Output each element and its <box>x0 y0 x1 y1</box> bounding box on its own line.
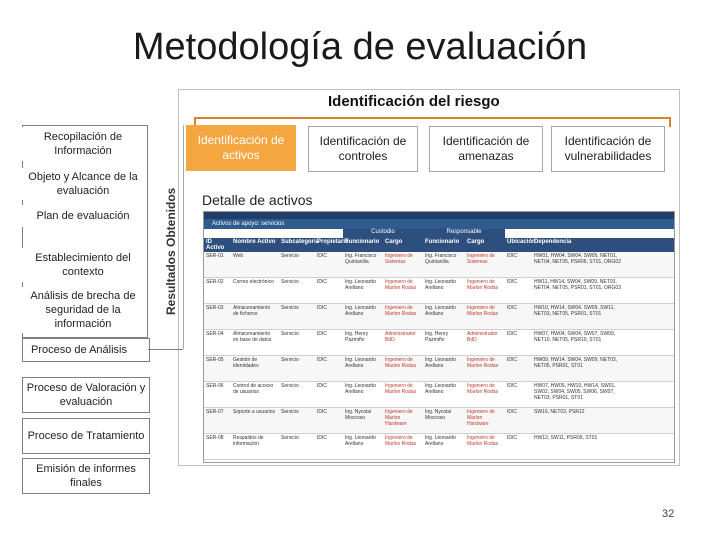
step-plan-evaluacion[interactable] <box>22 205 144 227</box>
table-cell: Servicio <box>281 305 299 311</box>
table-cell: Servicio <box>281 357 299 363</box>
table-cell: Servicio <box>281 409 299 415</box>
step-emision-informes[interactable] <box>22 458 150 494</box>
results-vertical-label: Resultados Obtenidos <box>164 187 178 315</box>
step-analisis-brecha[interactable] <box>22 287 144 333</box>
table-cell: Ing. Leonardo Arellano <box>425 357 456 369</box>
analysis-connector <box>148 349 183 350</box>
table-cell: IDIC <box>507 409 517 415</box>
step-label: Establecimiento del contexto <box>35 252 131 278</box>
table-cell: SW16, NET03, PSR12 <box>534 409 585 415</box>
table-cell: IDIC <box>317 279 327 285</box>
table-cell: IDIC <box>317 409 327 415</box>
table-cell: HW09, HW14, SW04, SW09, NET03, NET05, PSR01, ST01 <box>534 357 618 369</box>
table-row[interactable] <box>204 278 674 304</box>
group-responsable: Responsable <box>423 229 505 238</box>
table-cell: SER-06 <box>206 383 224 389</box>
table-top-bar <box>204 212 674 219</box>
step-label: Objeto y Alcance de la evaluación <box>28 171 138 197</box>
step-identificacion-vulnerabilidades[interactable] <box>551 126 665 172</box>
table-cell: Ingeniero de Marlon Rodas <box>467 383 499 395</box>
group-custodio: Custodio <box>343 229 423 238</box>
table-group-header <box>204 229 674 238</box>
table-cell: SER-03 <box>206 305 224 311</box>
table-cell: Ing. Henry Pazmiño <box>345 331 369 343</box>
table-cell: Almacenamiento de ficheros <box>233 305 271 317</box>
table-cell: Ing. Francisco Quintanilla <box>425 253 457 265</box>
table-cell: Servicio <box>281 435 299 441</box>
table-cell: Web <box>233 253 244 259</box>
step-label: Identificación de activos <box>197 133 285 162</box>
table-cell: Ing. Leonardo Arellano <box>345 383 376 395</box>
table-cell: SER-04 <box>206 331 224 337</box>
table-header-cell: Propietario <box>317 239 349 245</box>
step-label: Proceso de Tratamiento <box>27 430 145 442</box>
table-cell: IDIC <box>317 357 327 363</box>
table-cell: Servicio <box>281 383 299 389</box>
table-cell: Ingeniero de Marlon Rodas <box>467 305 499 317</box>
table-cell: Ing. Leonardo Arellano <box>345 279 376 291</box>
table-header-cell: Funcionario <box>425 239 460 245</box>
table-cell: Ingeniero de Sistemas <box>385 253 413 265</box>
table-cell: IDIC <box>507 357 517 363</box>
table-cell: IDIC <box>507 279 517 285</box>
table-cell: Servicio <box>281 279 299 285</box>
results-divider <box>183 125 184 349</box>
step-label: Recopilación de Información <box>43 131 123 157</box>
step-establecimiento-contexto[interactable] <box>22 248 144 282</box>
table-cell: IDIC <box>317 435 327 441</box>
table-row[interactable] <box>204 330 674 356</box>
table-cell: Ingeniero de Sistemas <box>467 253 495 265</box>
table-cell: IDIC <box>317 383 327 389</box>
table-cell: Ing. Francisco Quintanilla <box>345 253 377 265</box>
table-cell: IDIC <box>507 253 517 259</box>
table-header-cell: Ubicación <box>507 239 536 245</box>
table-row[interactable] <box>204 382 674 408</box>
table-cell: Ing. Leonardo Arellano <box>425 279 456 291</box>
step-label: Identificación de amenazas <box>442 134 530 163</box>
table-cell: Soporte a usuarios <box>233 409 275 415</box>
table-cell: SER-08 <box>206 435 224 441</box>
table-header-cell: Cargo <box>467 239 485 245</box>
step-label: Emisión de informes finales <box>36 463 136 489</box>
table-cell: Ing. Leonardo Arellano <box>345 305 376 317</box>
table-cell: Servicio <box>281 331 299 337</box>
table-cell: Ingeniero de Marlon Hardware <box>385 409 413 427</box>
risk-panel-title: Identificación del riesgo <box>328 93 500 110</box>
table-row[interactable] <box>204 356 674 382</box>
table-cell: HW10, HW14, SW04, SW09, SW11, NET03, NET05, PSR01, ST01 <box>534 305 615 317</box>
asset-table <box>203 211 675 463</box>
table-cell: Ingeniero de Marlon Rodas <box>467 279 499 291</box>
table-cell: Ingeniero de Marlon Rodas <box>385 357 417 369</box>
table-header-cell: Dependencia <box>534 239 572 245</box>
table-cell: SER-02 <box>206 279 224 285</box>
table-cell: Ing. Henry Pazmiño <box>425 331 449 343</box>
table-cell: IDIC <box>507 383 517 389</box>
table-cell: SER-01 <box>206 253 224 259</box>
table-cell: Administrador BdD <box>385 331 416 343</box>
table-header-row <box>204 238 674 252</box>
table-cell: IDIC <box>317 305 327 311</box>
step-label: Plan de evaluación <box>36 210 130 222</box>
table-cell: Ingeniero de Marlon Rodas <box>467 435 499 447</box>
table-header-cell: Nombre Activo <box>233 239 276 245</box>
table-cell: Ing. Nycolai Moscoso <box>345 409 372 421</box>
step-label: Proceso de Análisis <box>31 344 127 356</box>
table-cell: HW12, SW11, PSR09, ST01 <box>534 435 598 441</box>
step-identificacion-controles[interactable] <box>308 126 418 172</box>
table-cell: IDIC <box>317 253 327 259</box>
table-cell: HW01, HW04, SW04, SW05, NET01, NET04, NET05, PSR06, ST01, ORG02 <box>534 253 621 265</box>
table-cell: Ingeniero de Marlon Rodas <box>467 357 499 369</box>
table-cell: Ingeniero de Marlon Hardware <box>467 409 495 427</box>
asset-detail-label: Detalle de activos <box>202 192 313 208</box>
step-proceso-valoracion[interactable] <box>22 377 150 413</box>
table-cell: Respaldos de información <box>233 435 264 447</box>
table-row[interactable] <box>204 304 674 330</box>
table-cell: Ing. Leonardo Arellano <box>425 435 456 447</box>
page-number: 32 <box>662 508 675 520</box>
table-cell: IDIC <box>507 435 517 441</box>
step-label: Análisis de brecha de seguridad de la información <box>30 290 136 330</box>
table-cell: Ing. Leonardo Arellano <box>345 357 376 369</box>
table-cell: Ingeniero de Marlon Rodas <box>385 279 417 291</box>
table-caption: Activos de apoyo: servicios <box>204 219 674 229</box>
table-body <box>204 252 674 460</box>
table-cell: Ing. Leonardo Arellano <box>425 383 456 395</box>
table-row[interactable] <box>204 408 674 434</box>
step-proceso-tratamiento[interactable] <box>22 418 150 454</box>
table-header-cell: Subcategoría <box>281 239 320 245</box>
table-cell: Ing. Leonardo Arellano <box>345 435 376 447</box>
table-cell: SER-07 <box>206 409 224 415</box>
table-header-cell: Funcionario <box>345 239 380 245</box>
table-cell: Ing. Leonardo Arellano <box>425 305 456 317</box>
table-cell: Control de acceso de usuarios <box>233 383 274 395</box>
step-identificacion-activos[interactable] <box>186 125 296 171</box>
table-row[interactable] <box>204 434 674 460</box>
table-cell: Correo electrónico <box>233 279 274 285</box>
step-label: Identificación de vulnerabilidades <box>564 134 652 163</box>
table-cell: Servicio <box>281 253 299 259</box>
table-cell: Ingeniero de Marlon Rodas <box>385 435 417 447</box>
step-label: Proceso de Valoración y evaluación <box>26 382 146 408</box>
table-cell: Ingeniero de Marlon Rodas <box>385 383 417 395</box>
table-cell: Almacenamiento en base de datos <box>233 331 272 343</box>
table-cell: HW07, HW04, SW04, SW07, SW09, NET10, NET05, PSR10, ST01 <box>534 331 616 343</box>
table-cell: Administrador BdD <box>467 331 498 343</box>
table-row[interactable] <box>204 252 674 278</box>
table-header-cell: ID Activo <box>206 239 225 251</box>
step-label: Identificación de controles <box>319 134 407 163</box>
step-recopilacion[interactable] <box>22 127 144 161</box>
table-cell: Ing. Nycolai Moscoso <box>425 409 452 421</box>
table-cell: HW07, HW09, HW10, HW14, SW01, SW02, SW04, SW05, SW06, SW07, NET03, PSR01, ST01 <box>534 383 616 401</box>
step-proceso-analisis[interactable] <box>22 338 150 362</box>
table-cell: SER-05 <box>206 357 224 363</box>
table-cell: IDIC <box>317 331 327 337</box>
step-identificacion-amenazas[interactable] <box>429 126 543 172</box>
table-header-cell: Cargo <box>385 239 403 245</box>
slide-title: Metodología de evaluación <box>132 26 588 68</box>
table-cell: HW11, HW14, SW04, SW09, NET03, NET04, NET05, PSR01, ST01, ORG03 <box>534 279 621 291</box>
table-cell: Gestión de identidades <box>233 357 259 369</box>
table-cell: IDIC <box>507 331 517 337</box>
table-cell: IDIC <box>507 305 517 311</box>
table-cell: Ingeniero de Marlon Rodas <box>385 305 417 317</box>
step-objeto-alcance[interactable] <box>22 168 144 200</box>
